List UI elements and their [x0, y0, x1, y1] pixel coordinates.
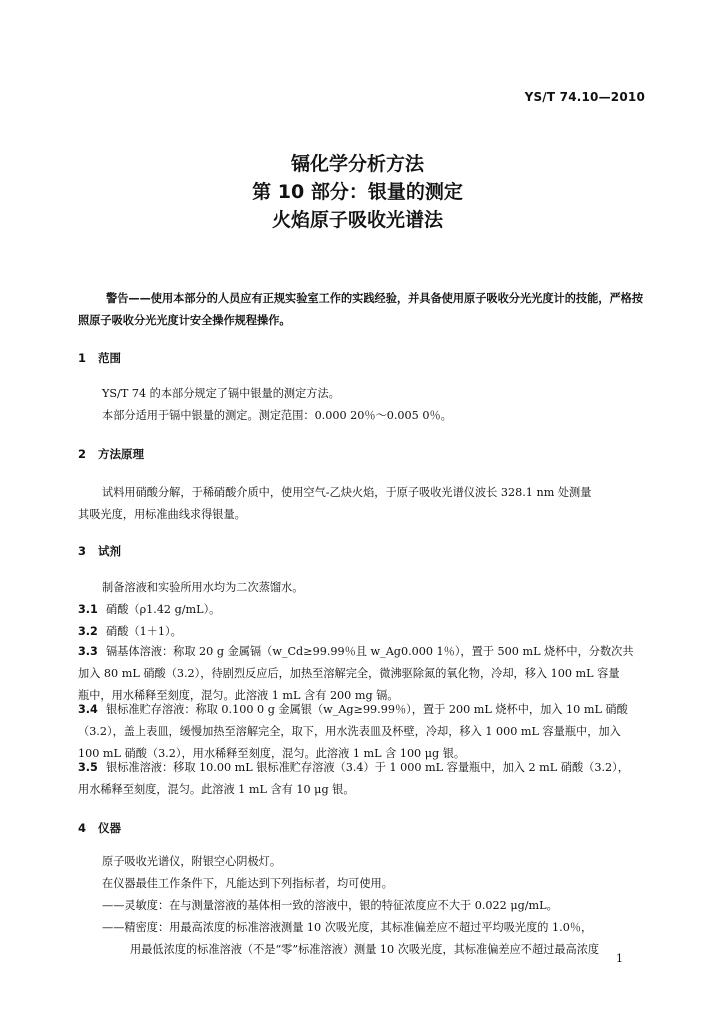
- item-number: 3.4: [78, 703, 98, 716]
- text-line: ——灵敏度：在与测量溶液的基体相一致的溶液中，银的特征浓度应不大于 0.022 μg/mL。: [102, 899, 558, 912]
- reagent-item-3-4: [78, 699, 644, 765]
- section-title: 仪器: [98, 821, 121, 835]
- text-line: 原子吸收光谱仪，附银空心阴极灯。: [102, 855, 282, 868]
- item-text: 镉基体溶液：称取 20 g 金属镉（w_Cd≥99.99％且 w_Ag0.000 1％），置于 500 mL 烧杯中，分数次共: [106, 645, 634, 658]
- document-title: [0, 150, 715, 234]
- section-number: 4: [78, 821, 87, 835]
- item-number: 3.3: [78, 645, 98, 658]
- text-line: 其吸光度，用标准曲线求得银量。: [78, 508, 246, 521]
- section-3-heading: [78, 543, 121, 559]
- title-line-1: 镉化学分析方法: [290, 153, 424, 175]
- warning-paragraph: 警告——使用本部分的人员应有正规实验室工作的实践经验，并具备使用原子吸收分光光度计的技能，严格按照原子吸收分光光度计安全操作规程操作。: [78, 292, 644, 327]
- item-text: 硝酸（1＋1）。: [106, 625, 182, 638]
- section-1-paragraph-2: 本部分适用于镉中银量的测定。测定范围：0.000 20％～0.005 0％。: [102, 409, 452, 422]
- standard-code: YS/T 74.10—2010: [524, 90, 645, 104]
- item-text: 瓶中，用水稀释至刻度，混匀。此溶液 1 mL 含有 200 mg 镉。: [78, 689, 399, 702]
- section-1-paragraph-1: YS/T 74 的本部分规定了镉中银量的测定方法。: [102, 387, 340, 400]
- reagent-item-3-2: [78, 621, 644, 643]
- page-number: 1: [616, 952, 623, 965]
- section-number: 2: [78, 447, 87, 461]
- text-line: 试料用硝酸分解，于稀硝酸介质中，使用空气-乙炔火焰，于原子吸收光谱仪波长 328.1 nm 处测量: [102, 486, 592, 499]
- text-line: 用最低浓度的标准溶液（不是“零”标准溶液）测量 10 次吸光度，其标准偏差应不超过最高浓度: [130, 943, 600, 956]
- item-text: 100 mL 硝酸（3.2），用水稀释至刻度，混匀。此溶液 1 mL 含 100 μg 银。: [78, 747, 466, 760]
- text-line: ——精密度：用最高浓度的标准溶液测量 10 次吸光度，其标准偏差应不超过平均吸光度的 1.0％，: [102, 921, 593, 934]
- item-text: 银标准溶液：移取 10.00 mL 银标准贮存溶液（3.4）于 1 000 mL 容量瓶中，加入 2 mL 硝酸（3.2），: [106, 761, 629, 774]
- text-line: 在仪器最佳工作条件下，凡能达到下列指标者，均可使用。: [102, 877, 393, 890]
- section-title: 试剂: [98, 544, 121, 558]
- item-number: 3.5: [78, 761, 98, 774]
- item-text: 加入 80 mL 硝酸（3.2），待剧烈反应后，加热至溶解完全，微沸驱除氮的氧化物，冷却，移入 100 mL 容量: [78, 667, 620, 680]
- section-number: 3: [78, 544, 87, 558]
- section-1-heading: [78, 350, 121, 366]
- title-line-2: 第 10 部分：银量的测定: [252, 181, 463, 203]
- section-4-body: [78, 851, 644, 961]
- section-title: 范围: [98, 351, 121, 365]
- item-text: 用水稀释至刻度，混匀。此溶液 1 mL 含有 10 μg 银。: [78, 783, 355, 796]
- item-text: 硝酸（ρ1.42 g/mL）。: [106, 603, 221, 616]
- reagent-item-3-3: [78, 641, 644, 707]
- item-number: 3.2: [78, 625, 98, 638]
- section-2-paragraph: [78, 482, 644, 526]
- section-3-intro: 制备溶液和实验所用水均为二次蒸馏水。: [102, 581, 304, 594]
- item-number: 3.1: [78, 603, 98, 616]
- title-line-3: 火焰原子吸收光谱法: [271, 209, 443, 231]
- item-text: （3.2），盖上表皿，缓慢加热至溶解完全，取下，用水洗表皿及杯壁，冷却，移入 1 000 mL 容量瓶中，加入: [78, 725, 621, 738]
- item-text: 银标准贮存溶液：称取 0.100 0 g 金属银（w_Ag≥99.99％），置于 200 mL 烧杯中，加入 10 mL 硝酸: [106, 703, 628, 716]
- section-4-heading: [78, 820, 121, 836]
- reagent-item-3-1: [78, 599, 644, 621]
- section-2-heading: [78, 446, 144, 462]
- section-number: 1: [78, 351, 87, 365]
- reagent-item-3-5: [78, 757, 644, 801]
- section-title: 方法原理: [98, 447, 144, 461]
